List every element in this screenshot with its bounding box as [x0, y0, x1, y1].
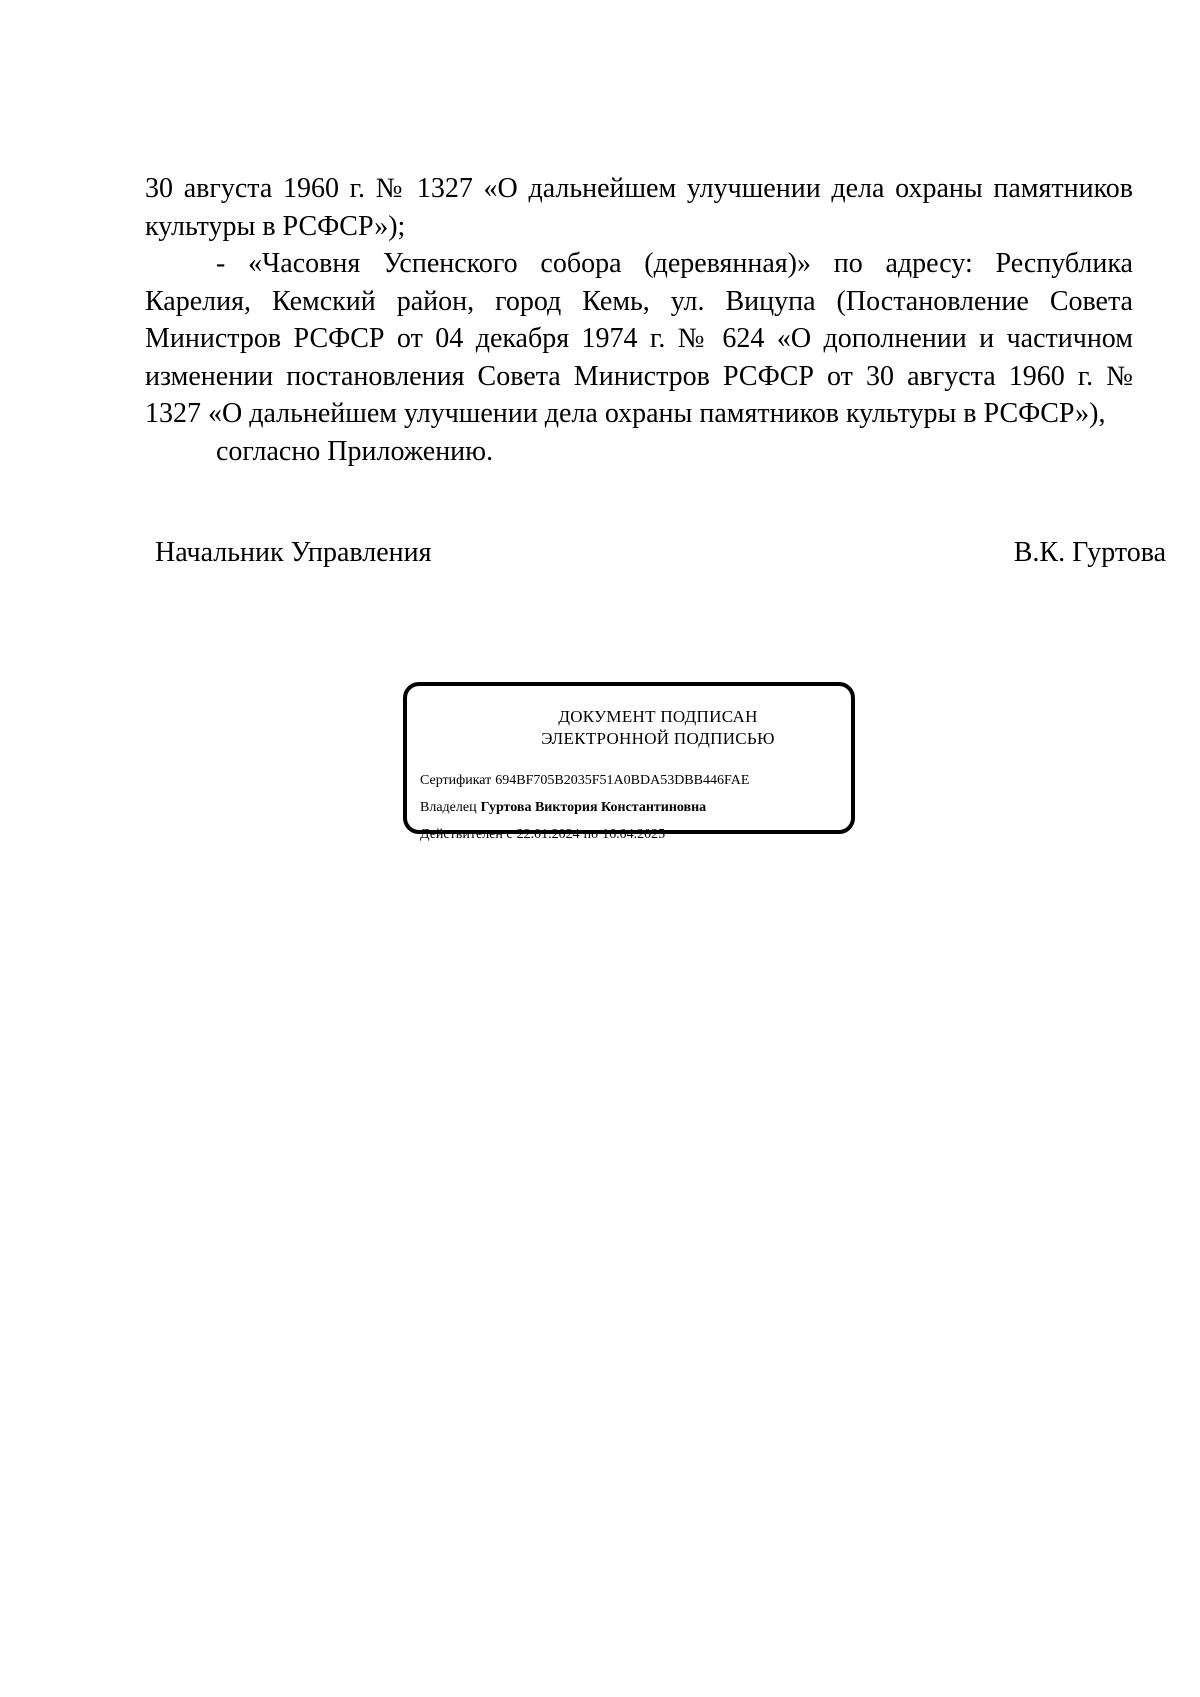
certificate-value: 694BF705B2035F51A0BDA53DBB446FAE: [495, 773, 750, 788]
stamp-owner-line: [420, 794, 749, 821]
certificate-label: Сертификат: [420, 773, 492, 788]
stamp-title-line: ЭЛЕКТРОННОЙ ПОДПИСЬЮ: [541, 729, 775, 748]
paragraph: 30 августа 1960 г. № 1327 «О дальнейшем улучшении дела охраны памятников культуры в РСФСР»);: [145, 173, 1133, 242]
stamp-validity-line: [420, 821, 749, 848]
valid-to: 16.04.2025: [602, 827, 666, 842]
valid-to-label: по: [583, 827, 599, 842]
stamp-title-line: ДОКУМЕНТ ПОДПИСАН: [558, 707, 758, 726]
stamp-certificate-line: [420, 767, 749, 794]
valid-from: 22.01.2024: [516, 827, 580, 842]
owner-value: Гуртова Виктория Константиновна: [480, 800, 707, 815]
valid-label: Действителен с: [420, 827, 513, 842]
paragraph: - «Часовня Успенского собора (деревянная)» по адресу: Республика Карелия, Кемский район, город Кемь, ул. Вицупа (Постановление Совета Министров РСФСР от 04 декабря 1974 г. № 624 «О дополнении и частичном изменении постановления Совета Министров РСФСР от 30 августа 1960 г. № 1327 «О дальнейшем улучшении дела охраны памятников культуры в РСФСР»),: [145, 248, 1133, 429]
signatory-position: Начальник Управления: [155, 537, 432, 568]
stamp-details: [420, 767, 749, 848]
electronic-signature-stamp: [403, 682, 855, 842]
signatory-name: В.К. Гуртова: [1013, 537, 1166, 568]
paragraph: согласно Приложению.: [216, 435, 494, 467]
document-body: [145, 170, 1133, 470]
stamp-title: [407, 706, 851, 750]
owner-label: Владелец: [420, 800, 477, 815]
